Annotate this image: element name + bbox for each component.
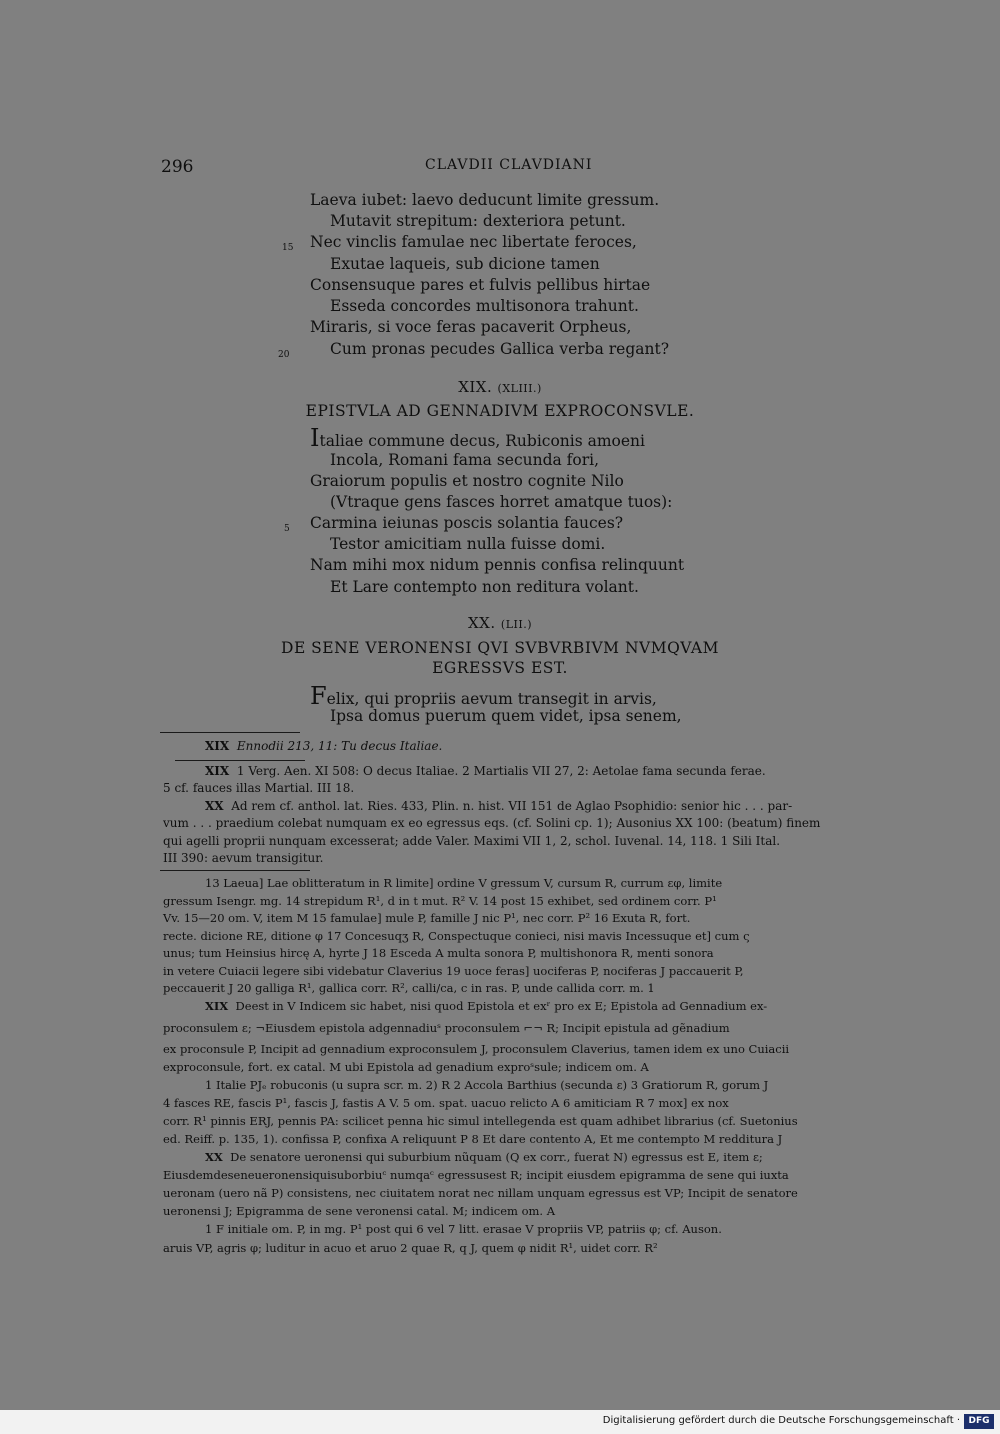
note-text: Ad rem cf. anthol. lat. Ries. 433, Plin. n. hist. VII 151 de Aglao Psophidio: senior hic . . . par- <box>231 799 793 813</box>
note-text: Ennodii 213, 11: Tu decus Italiae. <box>236 739 443 753</box>
note-label: XIX <box>205 739 230 753</box>
divider <box>160 732 300 733</box>
verse-line: Exutae laqueis, sub dicione tamen <box>330 255 600 273</box>
verse-line: Miraris, si voce feras pacaverit Orpheus, <box>310 318 632 336</box>
verse-line: Mutavit strepitum: dexteriora petunt. <box>330 212 626 230</box>
footer-credit: Digitalisierung gefördert durch die Deutsche Forschungsgemeinschaft · <box>602 1415 960 1426</box>
verse-text: elix, qui propriis aevum transegit in arvis, <box>326 690 657 708</box>
apparatus-line: exproconsule, fort. ex catal. M ubi Epistola ad genadium exproˢsule; indicem om. A <box>163 1060 649 1074</box>
verse-text: taliae commune decus, Rubiconis amoeni <box>319 432 645 450</box>
apparatus-line: Vv. 15—20 om. V, item M 15 famulae] mule P, famille J nic P¹, nec corr. P² 16 Exuta R, fort. <box>163 911 691 925</box>
apparatus-line: proconsulem ε; ¬Eiusdem epistola adgennadiuˢ proconsulem ⌐¬ R; Incipit epistula ad gẽnadium <box>163 1021 730 1035</box>
initial-letter: F <box>310 682 327 710</box>
apparatus-line: 1 F initiale om. P, in mg. P¹ post qui 6 vel 7 litt. erasae V propriis VP, patriis φ; cf. Auson. <box>205 1222 722 1236</box>
verse-line: Nec vinclis famulae nec libertate feroces, <box>310 233 637 251</box>
note-text: 1 Verg. Aen. XI 508: O decus Italiae. 2 Martialis VII 27, 2: Aetolae fama secunda ferae. <box>236 764 766 778</box>
note-label: XX <box>205 1150 223 1164</box>
verse-line: Nam mihi mox nidum pennis confisa relinquunt <box>310 556 685 574</box>
apparatus-line: ueronensi J; Epigramma de sene veronensi catal. M; indicem om. A <box>163 1204 556 1218</box>
alt-number: (XLIII.) <box>497 382 542 395</box>
poem19-number <box>0 378 1000 396</box>
poem20-title-line1: DE SENE VERONENSI QVI SVBVRBIVM NVMQVAM <box>281 639 719 657</box>
divider <box>175 760 305 761</box>
apparatus-line: Eiusdemdeseneueronensiquisuborbiuᶜ numqaᶜ egressusest R; incipit eiusdem epigramma de sene qui iuxta <box>163 1168 789 1182</box>
apparatus-line: aruis VP, agris φ; luditur in acuo et aruo 2 quae R, q J, quem φ nidit R¹, uidet corr. R² <box>163 1241 658 1255</box>
apparatus-line: peccauerit J 20 galliga R¹, gallica corr. R², calli/ca, c in ras. P, unde callida corr. m. 1 <box>163 981 655 995</box>
testimonium <box>205 798 792 815</box>
apparatus-line: recte. dicione RE, ditione φ 17 Concesuqʒ R, Conspectuque conieci, nisi mavis Incessuque et] cum ς <box>163 929 750 943</box>
testimonium-line: vum . . . praedium colebat numquam ex eo egressus eqs. (cf. Solini cp. 1); Ausonius XX 100: (beatum) finem <box>163 816 821 830</box>
verse-line: Graiorum populis et nostro cognite Nilo <box>310 472 624 490</box>
note-text: Deest in V Indicem sic habet, nisi quod Epistola et exʳ pro ex E; Epistola ad Gennadium ex- <box>235 999 768 1013</box>
verse-line: Et Lare contempto non reditura volant. <box>330 578 639 596</box>
apparatus-line: 1 Italie PJₑ robuconis (u supra scr. m. 2) R 2 Accola Barthius (secunda ε) 3 Gratiorum R, gorum J <box>205 1078 769 1092</box>
poem-number: XX. <box>468 614 496 632</box>
apparatus-line: gressum Isengr. mg. 14 strepidum R¹, d in t mut. R² V. 14 post 15 exhibet, sed ordinem corr. P¹ <box>163 894 717 908</box>
verse-line: Carmina ieiunas poscis solantia fauces? <box>310 514 624 532</box>
verse-line: Consensuque pares et fulvis pellibus hirtae <box>310 276 651 294</box>
apparatus-line: ueronam (uero nã P) consistens, nec ciuitatem norat nec nillam unquam egressus est VP; Incipit de senatore <box>163 1186 798 1200</box>
verse-line: Testor amicitiam nulla fuisse domi. <box>330 535 606 553</box>
apparatus-line: 13 Laeua] Lae oblitteratum in R limite] ordine V gressum V, cursum R, currum εφ, limite <box>205 876 723 890</box>
apparatus-line: in vetere Cuiacii legere sibi videbatur Claverius 19 uoce feras] uociferas P, nociferas J paccauerit P, <box>163 964 744 978</box>
poem-number: XIX. <box>458 378 493 396</box>
divider <box>160 870 310 871</box>
poem19-title: EPISTVLA AD GENNADIVM EXPROCONSVLE. <box>305 402 695 420</box>
apparatus-line <box>205 1149 763 1166</box>
apparatus-line: corr. R¹ pinnis ERJ, pennis PA: scilicet penna hic simul intellegenda est quam adhibet librarius (cf. Suetonius <box>163 1114 798 1128</box>
alt-number: (LII.) <box>500 618 532 631</box>
apparatus-line: 4 fasces RE, fascis P¹, fascis J, fastis A V. 5 om. spat. uacuo relicto A 6 amiticiam R 7 mox] ex nox <box>163 1096 729 1110</box>
apparatus-line <box>205 998 767 1015</box>
running-title: CLAVDII CLAVDIANI <box>425 157 593 173</box>
poem20-title-line2: EGRESSVS EST. <box>432 659 568 677</box>
testimonium <box>205 738 442 755</box>
verse-line: Cum pronas pecudes Gallica verba regant? <box>330 340 670 358</box>
testimonium-line: III 390: aevum transigitur. <box>163 851 324 865</box>
note-label: XIX <box>205 999 229 1013</box>
page-number: 296 <box>161 157 194 177</box>
digitization-footer <box>0 1410 1000 1434</box>
line-number: 15 <box>282 243 294 253</box>
initial-letter: I <box>310 424 320 452</box>
testimonium <box>205 763 766 780</box>
apparatus-line: ex proconsule P, Incipit ad gennadium exproconsulem J, proconsulem Claverius, tamen idem ex uno Cuiacii <box>163 1042 790 1056</box>
verse-line: (Vtraque gens fasces horret amatque tuos): <box>330 493 673 511</box>
verse-line: Incola, Romani fama secunda fori, <box>330 451 600 469</box>
testimonium-line: qui agelli proprii nunquam excesserat; adde Valer. Maximi VII 1, 2, schol. Iuvenal. 14, 118. 1 Sili Ital. <box>163 834 781 848</box>
line-number: 5 <box>284 524 290 534</box>
line-number: 20 <box>278 350 290 360</box>
note-text: De senatore ueronensi qui suburbium nũquam (Q ex corr., fuerat N) egressus est E, item ε; <box>230 1150 763 1164</box>
dfg-logo: DFG <box>964 1414 994 1429</box>
apparatus-line: unus; tum Heinsius hircę A, hyrte J 18 Esceda A multa sonora P, multishonora R, menti sonora <box>163 946 714 960</box>
apparatus-line: ed. Reiff. p. 135, 1). confissa P, confixa A reliquunt P 8 Et dare contento A, Et me contempto M redditura J <box>163 1132 783 1146</box>
note-label: XX <box>205 799 224 813</box>
testimonium-line: 5 cf. fauces illas Martial. III 18. <box>163 781 355 795</box>
poem20-number <box>0 614 1000 632</box>
verse-line: Esseda concordes multisonora trahunt. <box>330 297 639 315</box>
verse-line: Ipsa domus puerum quem videt, ipsa senem, <box>330 707 682 725</box>
verse-line <box>310 426 645 452</box>
verse-line: Laeva iubet: laevo deducunt limite gressum. <box>310 191 660 209</box>
note-label: XIX <box>205 764 230 778</box>
